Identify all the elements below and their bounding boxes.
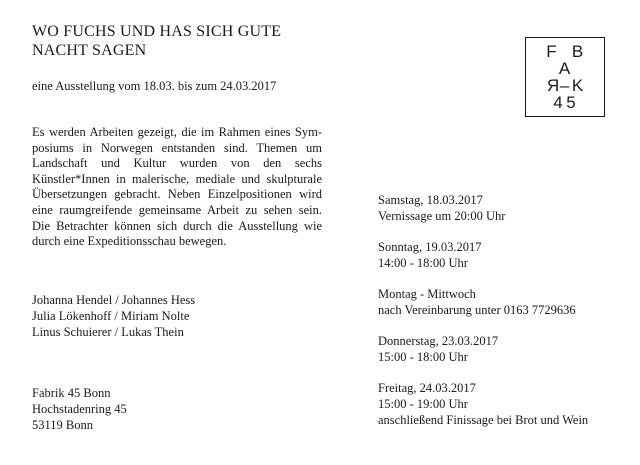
schedule-detail: 15:00 - 19:00 Uhr <box>378 397 468 411</box>
schedule-detail: 14:00 - 18:00 Uhr <box>378 256 468 270</box>
description-line: Es werden Arbeiten gezeigt, die im Rahmen eines Sym- <box>32 125 322 139</box>
schedule-detail: 15:00 - 18:00 Uhr <box>378 350 468 364</box>
venue-street: Hochstadenring 45 <box>32 402 127 416</box>
schedule-entry <box>378 239 588 271</box>
schedule-day: Montag - Mittwoch <box>378 287 476 301</box>
artist-list <box>32 292 195 340</box>
description-line: Übersetzungen gebracht. Neben Einzelpositionen wird <box>32 187 322 202</box>
description-line: eine raumgreifende gemeinsame Arbeit zu sehen sein. <box>32 202 322 217</box>
description-line: Die Betrachter können sich durch die Ausstellung wie <box>32 218 322 233</box>
exhibition-title <box>32 22 332 60</box>
exhibition-description <box>32 125 322 250</box>
venue-city: 53119 Bonn <box>32 418 93 432</box>
artist-pair: Johanna Hendel / Johannes Hess <box>32 293 196 307</box>
schedule-extra: anschließend Finissage bei Brot und Wein <box>378 413 589 427</box>
schedule-entry <box>378 380 588 428</box>
opening-hours <box>378 192 588 443</box>
schedule-entry <box>378 192 588 224</box>
schedule-day: Samstag, 18.03.2017 <box>378 193 483 207</box>
schedule-day: Sonntag, 19.03.2017 <box>378 240 482 254</box>
logo-letter: K <box>571 76 585 95</box>
description-line: posiums in Norwegen entstanden sind. Themen um <box>32 140 322 155</box>
artist-pair: Julia Lökenhoff / Miriam Nolte <box>32 309 190 323</box>
exhibition-dates: eine Ausstellung vom 18.03. bis zum 24.03.2017 <box>32 79 277 93</box>
schedule-detail: Vernissage um 20:00 Uhr <box>378 209 506 223</box>
title-line-1: WO FUCHS UND HAS SICH GUTE <box>32 23 282 40</box>
logo-digit: 4 <box>553 93 564 112</box>
venue-name: Fabrik 45 Bonn <box>32 386 111 400</box>
artist-pair: Linus Schuierer / Lukas Thein <box>32 325 184 339</box>
schedule-detail: nach Vereinbarung unter 0163 7729636 <box>378 303 576 317</box>
logo-letter-mirrored: R <box>545 76 559 95</box>
schedule-day: Freitag, 24.03.2017 <box>378 381 476 395</box>
description-line: Künstler*Innen in malerische, mediale und skulpturale <box>32 171 322 186</box>
description-line: durch eine Expeditionsschau bewegen. <box>32 234 227 249</box>
logo-letter: A <box>558 59 572 78</box>
logo-letter: B <box>571 42 585 61</box>
schedule-day: Donnerstag, 23.03.2017 <box>378 334 499 348</box>
logo-letter: F <box>546 42 558 61</box>
title-line-2: NACHT SAGEN <box>32 42 147 59</box>
logo-digit: 5 <box>566 93 577 112</box>
schedule-entry <box>378 333 588 365</box>
fabrik-45-logo: F B A R – K 4 5 <box>525 37 605 117</box>
description-line: Landschaft und Kultur wurden von den sechs <box>32 156 322 171</box>
venue-address <box>32 385 127 433</box>
schedule-entry <box>378 286 588 318</box>
